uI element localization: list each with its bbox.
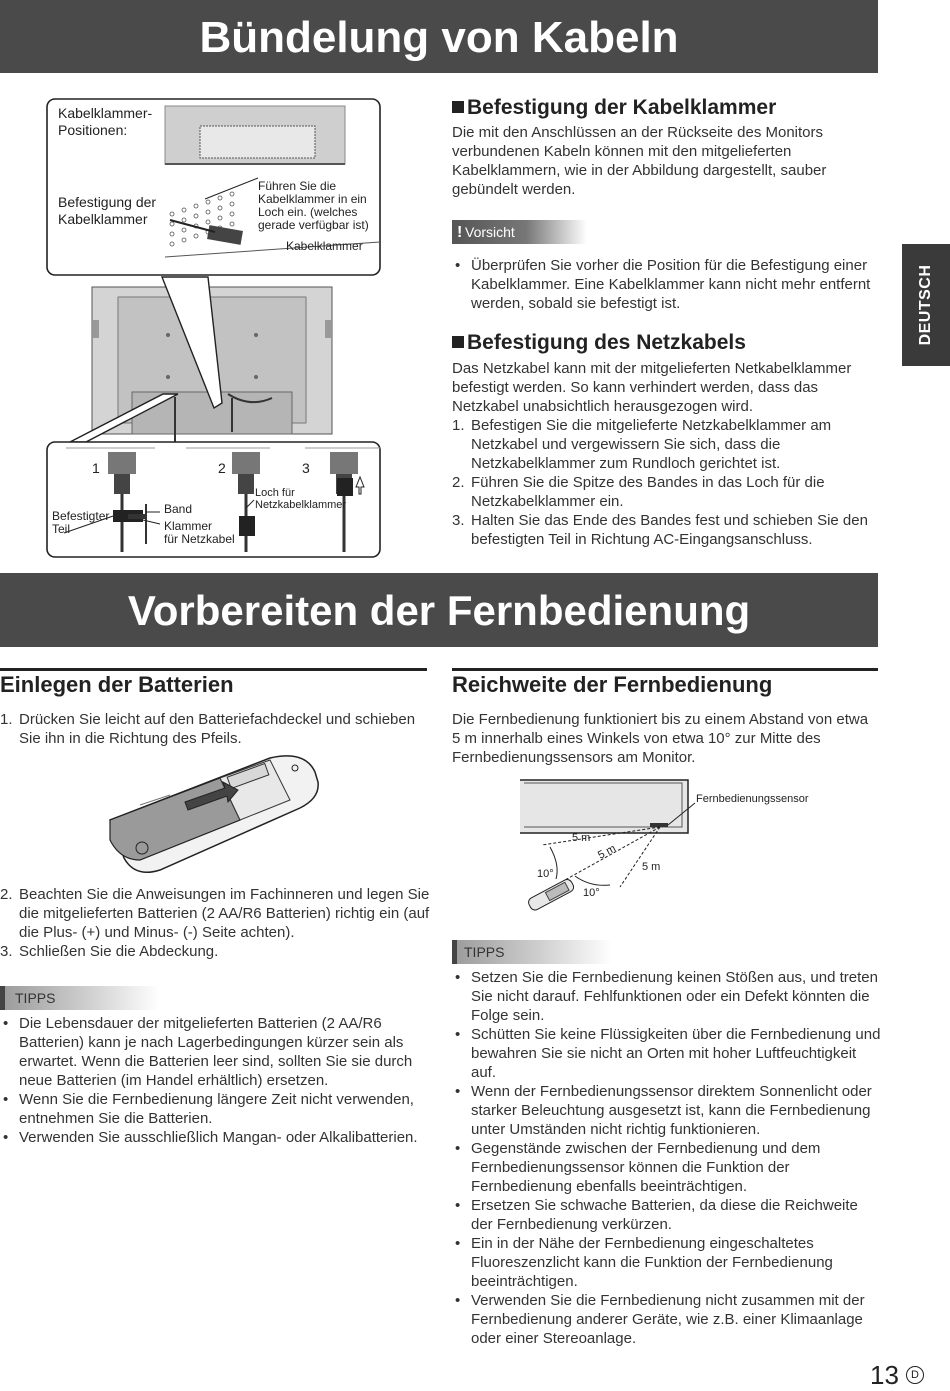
reichweite-heading: Reichweite der Fernbedienung xyxy=(452,672,773,697)
sensor-label: Fernbedienungssensor xyxy=(696,793,809,805)
netzkabel-step-text: Halten Sie das Ende des Bandes fest und schieben Sie den befestigten Teil in Richtung AC-Eingangsanschluss. xyxy=(471,512,868,548)
tips-marker xyxy=(0,986,5,1010)
heading-rule xyxy=(0,668,427,671)
batterien-steps-more xyxy=(0,885,430,961)
batterien-step-1 xyxy=(0,710,430,748)
tips-bar-batteries xyxy=(0,986,160,1010)
netzkabel-step: 1. Befestigen Sie die mitgelieferte Netzkabelklammer am Netzkabel und vergewissern Sie sich, dass die Netzkabelklammer zum Rundloch gerichtet ist. xyxy=(452,417,832,472)
netzkabel-body xyxy=(452,359,872,549)
heading-rule xyxy=(452,668,878,671)
reichweite-tips xyxy=(452,968,882,1348)
distance-label: 5 m xyxy=(572,832,591,844)
batterien-step: 2. Beachten Sie die Anweisungen im Fachinneren und legen Sie die mitgelieferten Batterien (2 AA/R6 Batterien) richtig ein (auf die Plus- (+) und Minus- (-) Seite achten). xyxy=(0,886,430,941)
cable-clamp-label: Kabelklammer xyxy=(286,239,363,253)
netzkabel-step: 3. Halten Sie das Ende des Bandes fest und schieben Sie den befestigten Teil in Richtung AC-Eingangsanschluss. xyxy=(452,512,868,548)
fixed-part-label: Befestigter Teil xyxy=(52,509,110,536)
tip-item: • Verwenden Sie die Fernbedienung nicht zusammen mit der Fernbedienung anderer Geräte, wie z.B. einer Klimaanlage oder einer Stereoanlage. xyxy=(452,1291,882,1348)
clamp-positions-label: Kabelklammer- Positionen: xyxy=(58,105,153,138)
netzkabel-heading xyxy=(452,331,746,355)
caution-item: • Überprüfen Sie vorher die Position für die Befestigung einer Kabelklammer. Eine Kabelklammer kann nicht mehr entfernt werden, sobald sie befestigt ist. xyxy=(452,256,872,313)
remote-battery-illustration xyxy=(100,750,325,875)
tip-item: • Ein in der Nähe der Fernbedienung eingeschaltetes Fluoreszenzlicht kann die Funktion der Fernbedienung beeinträchtigen. xyxy=(452,1234,882,1291)
batterien-step-text: Drücken Sie leicht auf den Batteriefachdeckel und schieben Sie ihn in die Richtung des Pfeils. xyxy=(19,711,416,747)
batterien-tips xyxy=(0,1014,430,1147)
batterien-step: 1. Drücken Sie leicht auf den Batteriefachdeckel und schieben Sie ihn in die Richtung des Pfeils. xyxy=(0,711,416,747)
power-cable-clamp-label: Klammer für Netzkabel xyxy=(164,519,235,546)
tip-item: • Die Lebensdauer der mitgelieferten Batterien (2 AA/R6 Batterien) kann je nach Lagerbedingungen kürzer sein als erwartet. Wenn die Batterien leer sind, sollten Sie sie durch neue Batterien (im Handel erhältlich) ersetzen. xyxy=(0,1014,430,1090)
batterien-step: 3. Schließen Sie die Abdeckung. xyxy=(0,943,219,960)
tip-item: • Wenn der Fernbedienungssensor direktem Sonnenlicht oder starker Beleuchtung ausgesetzt ist, kann die Fernbedienung unter Umständen nicht richtig funktionieren. xyxy=(452,1082,882,1139)
distance-label: 5 m xyxy=(596,842,618,862)
netzkabel-step-text: Befestigen Sie die mitgelieferte Netzkabelklammer am Netzkabel und vergewissern Sie sich, dass die Netzkabelklammer zum Rundloch gerichtet ist. xyxy=(471,417,832,472)
tip-item: • Schütten Sie keine Flüssigkeiten über die Fernbedienung und bewahren Sie sie nicht an Orten mit hoher Luftfeuchtigkeit auf. xyxy=(452,1025,882,1082)
step-2-label: 2 xyxy=(218,460,226,476)
netzkabel-heading-text: Befestigung des Netzkabels xyxy=(467,331,746,354)
netzkabel-step: 2. Führen Sie die Spitze des Bandes in das Loch für die Netzkabelklammer ein. xyxy=(452,474,825,510)
caution-label: Vorsicht xyxy=(465,224,515,240)
netzkabel-intro: Das Netzkabel kann mit der mitgelieferten Netkabelklammer befestigt werden. So kann verhindert werden, dass das Netzkabel unabsichtlich herausgezogen wird. xyxy=(452,360,852,415)
step-1-label: 1 xyxy=(92,460,100,476)
caution-bar xyxy=(452,220,587,244)
clamp-fastening-label: Befestigung der Kabelklammer xyxy=(58,194,157,227)
language-tab-label: DEUTSCH xyxy=(917,264,934,346)
exclamation-icon: ! xyxy=(457,224,463,241)
reichweite-body: Die Fernbedienung funktioniert bis zu einem Abstand von etwa 5 m innerhalb eines Winkels von etwa 10° zur Mitte des Fernbedienungssensors am Monitor. xyxy=(452,711,869,766)
step-3-label: 3 xyxy=(302,460,310,476)
tip-item: • Setzen Sie die Fernbedienung keinen Stößen aus, und treten Sie nicht darauf. Fehlfunktionen oder ein Defekt könnten die Folge sein. xyxy=(452,968,882,1025)
kabelklammer-body: Die mit den Anschlüssen an der Rückseite des Monitors verbundenen Kabeln können mit den mitgelieferten Kabelklammern, wie in der Abbildung dargestellt, sauber gebündelt werden. xyxy=(452,124,827,198)
insert-clamp-note: Führen Sie die Kabelklammer in ein Loch ein. (welches gerade verfügbar ist) xyxy=(258,179,369,232)
section-title-cables: Bündelung von Kabeln xyxy=(0,0,878,73)
cable-clamp-illustration xyxy=(0,92,440,562)
square-bullet-icon xyxy=(452,336,464,348)
caution-list xyxy=(452,256,872,313)
tip-item: • Wenn Sie die Fernbedienung längere Zeit nicht verwenden, entnehmen Sie die Batterien. xyxy=(0,1090,430,1128)
band-label: Band xyxy=(164,502,193,516)
angle-label: 10° xyxy=(583,887,600,899)
tip-item: • Ersetzen Sie schwache Batterien, da diese die Reichweite der Fernbedienung verkürzen. xyxy=(452,1196,882,1234)
hole-label: Loch für Netzkabelklammer xyxy=(255,487,347,511)
distance-label: 5 m xyxy=(642,861,661,873)
batterien-step-text: Beachten Sie die Anweisungen im Fachinneren und legen Sie die mitgelieferten Batterien (2 AA/R6 Batterien) richtig ein (auf die Plus- (+) und Minus- (-) Seite achten). xyxy=(19,886,430,941)
netzkabel-step-text: Führen Sie die Spitze des Bandes in das Loch für die Netzkabelklammer ein. xyxy=(471,474,825,510)
language-tab xyxy=(902,244,950,366)
kabelklammer-heading xyxy=(452,96,776,120)
batterien-step-text: Schließen Sie die Abdeckung. xyxy=(19,943,219,960)
angle-label: 10° xyxy=(537,868,554,880)
batterien-heading: Einlegen der Batterien xyxy=(0,672,234,697)
page-number: 13 xyxy=(870,1360,899,1390)
kabelklammer-heading-text: Befestigung der Kabelklammer xyxy=(467,96,777,119)
language-mark: D xyxy=(906,1366,924,1384)
tip-item: • Verwenden Sie ausschließlich Mangan- oder Alkalibatterien. xyxy=(0,1128,430,1147)
section-title-remote: Vorbereiten der Fernbedienung xyxy=(0,573,878,647)
tip-item: • Gegenstände zwischen der Fernbedienung und dem Fernbedienungssensor können die Funktion der Fernbedienung ebenfalls beeinträchtigen. xyxy=(452,1139,882,1196)
tips-label: TIPPS xyxy=(15,990,56,1006)
tips-marker xyxy=(452,940,457,964)
tips-bar-range xyxy=(452,940,612,964)
tips-label: TIPPS xyxy=(464,944,505,960)
square-bullet-icon xyxy=(452,101,464,113)
